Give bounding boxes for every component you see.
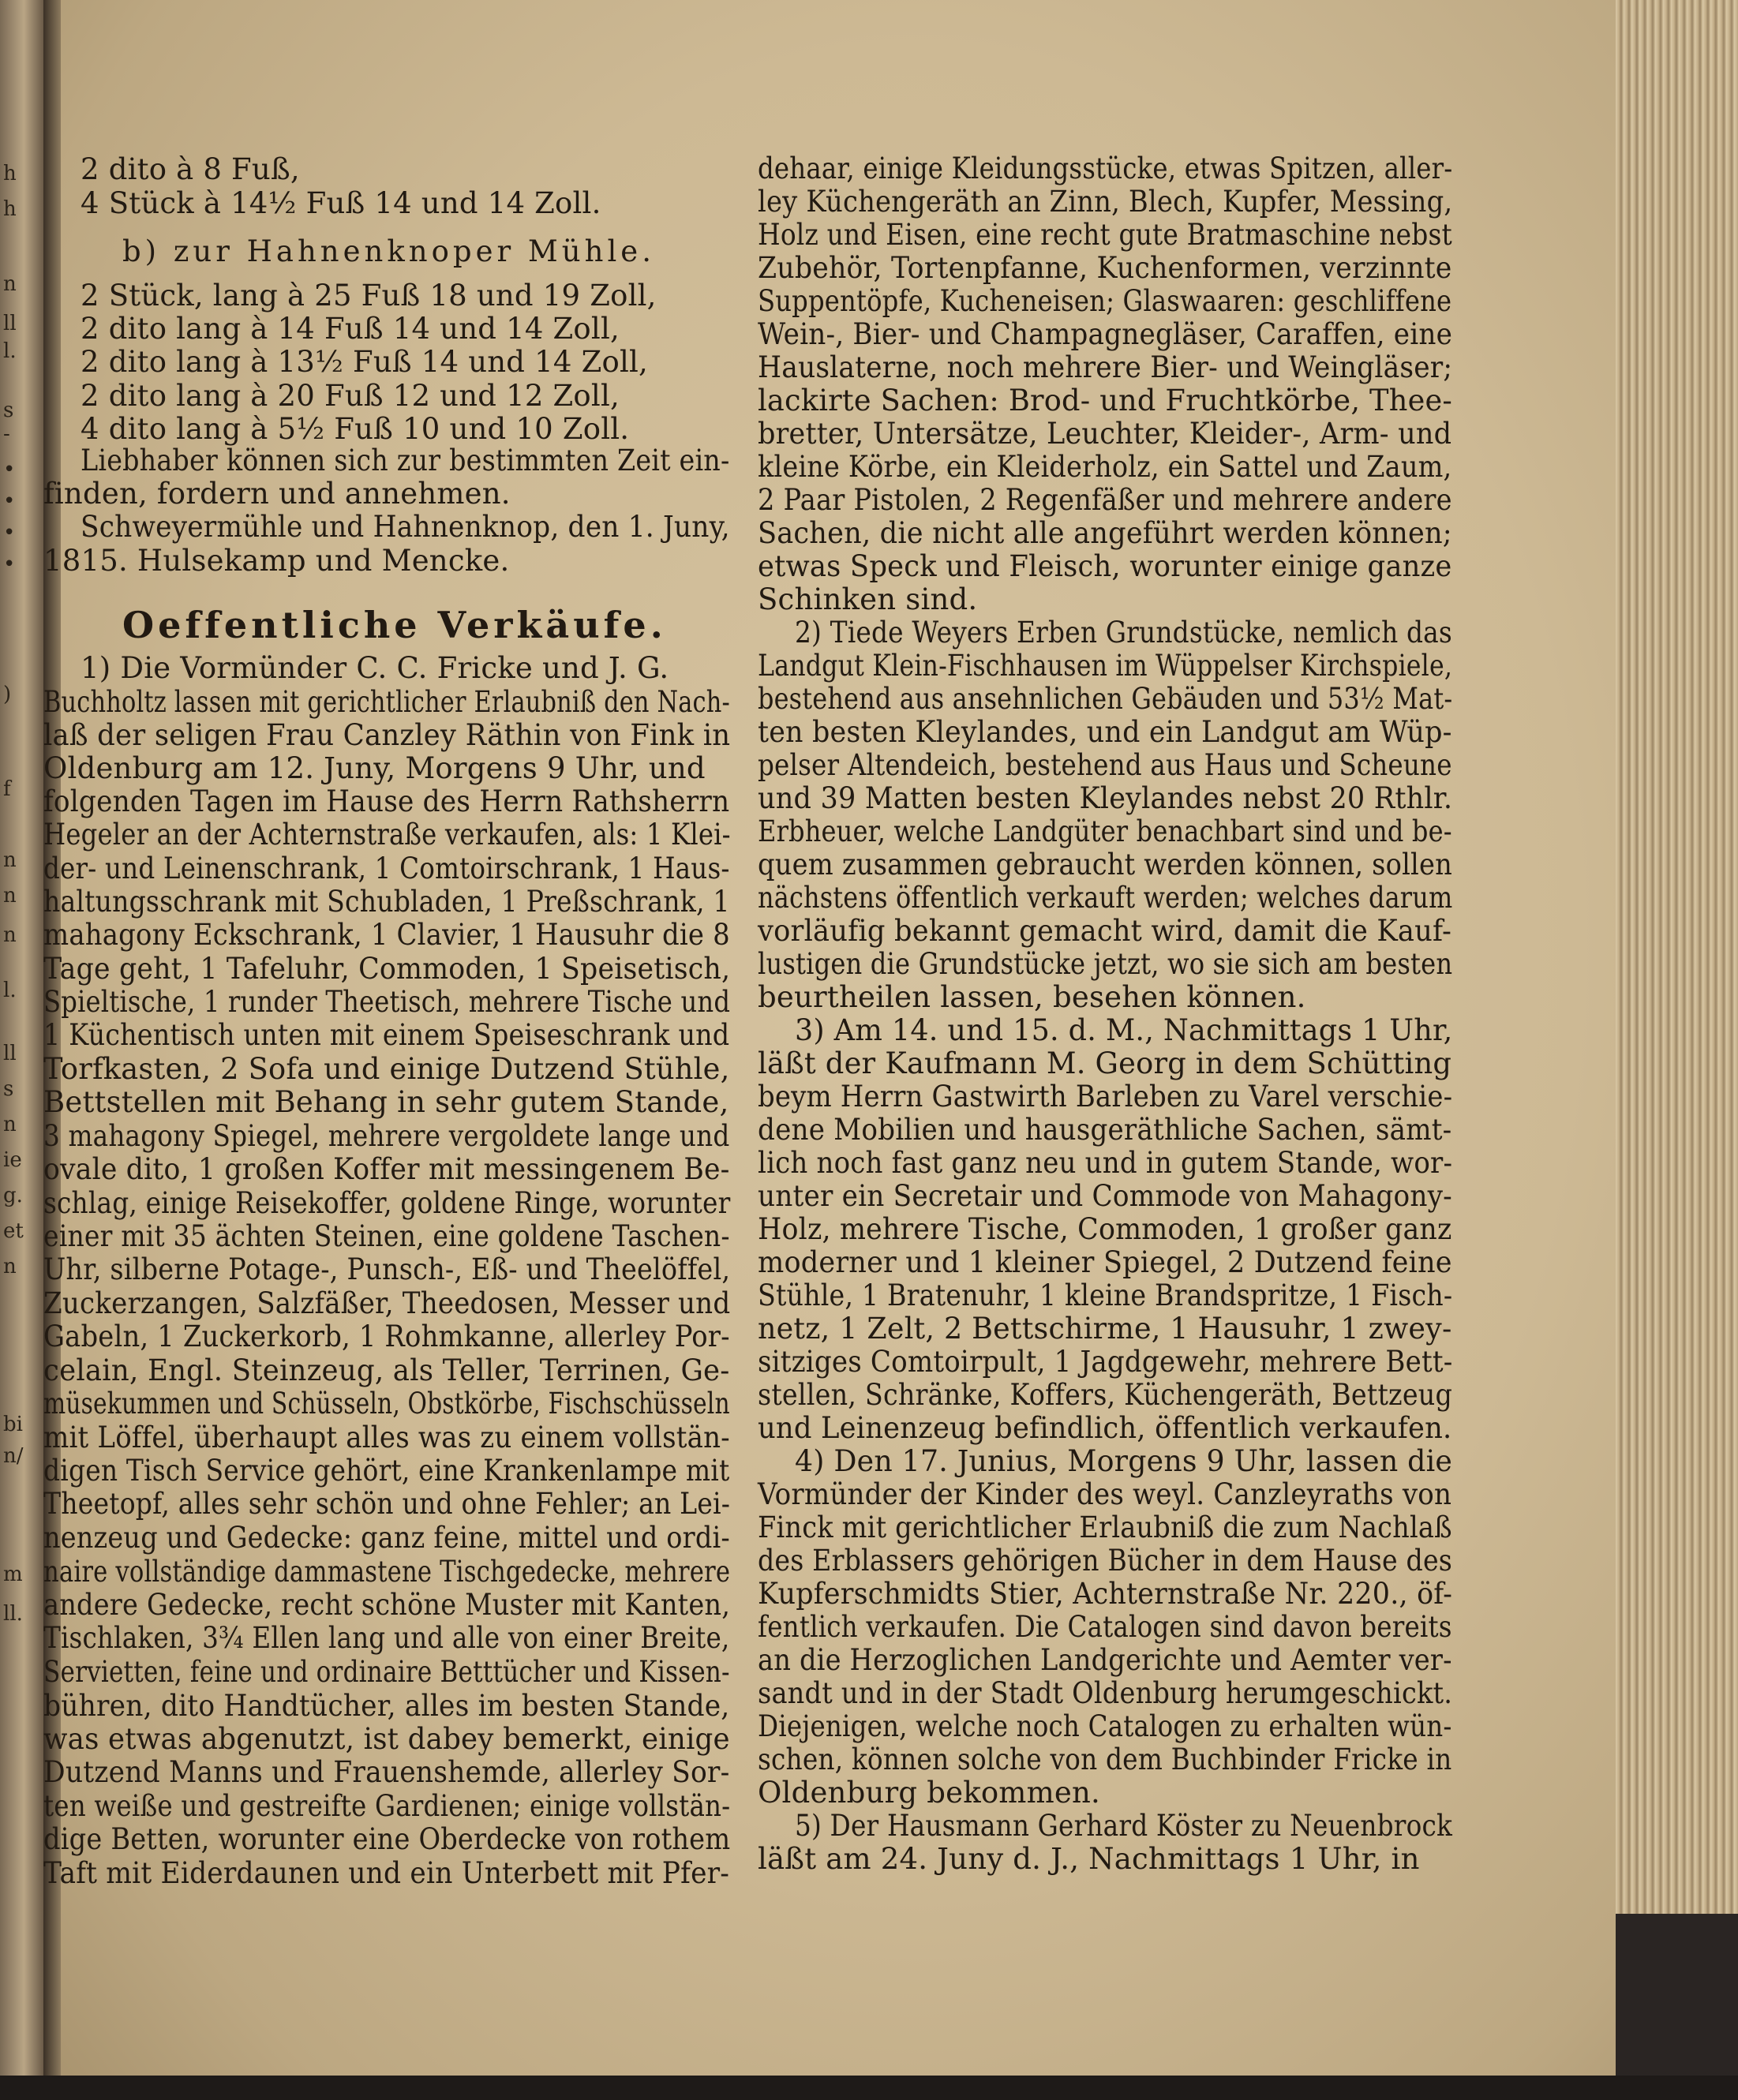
text-line: mahagony Eckschrank, 1 Clavier, 1 Hausuhr die 8 <box>43 918 730 952</box>
text-line: finden, fordern und annehmen. <box>43 477 511 511</box>
text-line: Erbheuer, welche Landgüter benachbart sind und be- <box>758 814 1452 848</box>
text-line: 3 mahagony Spiegel, mehrere vergoldete lange und <box>43 1119 730 1153</box>
text-line: 4 Stück à 14½ Fuß 14 und 14 Zoll. <box>81 186 601 220</box>
previous-page-fragment: ll <box>3 1042 17 1065</box>
previous-page-fragment: ll <box>3 312 17 335</box>
previous-page-fragment: ) <box>3 683 12 706</box>
text-line: 2 Paar Pistolen, 2 Regenfäßer und mehrere andere <box>758 483 1452 517</box>
previous-page-fragment: n <box>3 923 17 947</box>
text-line: 2 dito lang à 13½ Fuß 14 und 14 Zoll, <box>81 345 648 379</box>
text-line: quem zusammen gebraucht werden können, sollen <box>758 848 1453 882</box>
previous-page-fragment: n <box>3 1255 17 1278</box>
text-line: Zubehör, Tortenpfanne, Kuchenformen, verzinnte <box>758 251 1452 285</box>
text-line: Sachen, die nicht alle angeführt werden können; <box>758 516 1452 550</box>
background-corner <box>1616 1914 1738 2100</box>
text-line: beym Herrn Gastwirth Barleben zu Varel verschie- <box>758 1080 1453 1114</box>
previous-page-fragment: n <box>3 272 17 296</box>
text-line: Liebhaber können sich zur bestimmten Zeit ein- <box>81 444 730 477</box>
text-line: b) zur Hahnenknoper Mühle. <box>122 234 655 268</box>
text-line: stellen, Schränke, Koffers, Küchengeräth, Bettzeug <box>758 1378 1453 1412</box>
right-text-column <box>758 134 1452 1949</box>
text-line: 3) Am 14. und 15. d. M., Nachmittags 1 Uhr, <box>795 1013 1453 1047</box>
text-line: digen Tisch Service gehört, eine Krankenlampe mit <box>43 1454 730 1488</box>
text-line: nenzeug und Gedecke: ganz feine, mittel und ordi- <box>43 1521 730 1555</box>
text-line: Tage geht, 1 Tafeluhr, Commoden, 1 Speisetisch, <box>43 952 731 986</box>
text-line: dehaar, einige Kleidungsstücke, etwas Spitzen, aller- <box>758 152 1453 185</box>
text-line: 1 Küchentisch unten mit einem Speiseschrank und <box>43 1018 730 1052</box>
text-line: lustigen die Grundstücke jetzt, wo sie sich am besten <box>758 947 1453 981</box>
previous-page-fragment: f <box>3 777 11 801</box>
text-line: an die Herzoglichen Landgerichte und Aemter ver- <box>758 1643 1452 1677</box>
previous-page-fragment: bi <box>3 1413 23 1436</box>
previous-page-fragment: • <box>3 552 16 576</box>
text-line: und Leinenzeug befindlich, öffentlich verkaufen. <box>758 1411 1452 1445</box>
text-line: folgenden Tagen im Hause des Herrn Rathsherrn <box>43 784 730 818</box>
text-line: und 39 Matten besten Kleylandes nebst 20 Rthlr. <box>758 781 1453 815</box>
previous-page-fragment: ll. <box>3 1602 23 1626</box>
previous-page-fragment: • <box>3 489 16 513</box>
text-line: netz, 1 Zelt, 2 Bettschirme, 1 Hausuhr, 1 zwey- <box>758 1312 1452 1346</box>
previous-page-fragment: - <box>3 422 10 446</box>
previous-page-fragment: ie <box>3 1148 22 1172</box>
text-line: 2 dito à 8 Fuß, <box>81 152 300 186</box>
text-line: einer mit 35 ächten Steinen, eine goldene Taschen- <box>43 1219 730 1253</box>
text-line: etwas Speck und Fleisch, worunter einige ganze <box>758 549 1452 583</box>
text-line: Dutzend Manns und Frauenshemde, allerley Sor- <box>43 1755 730 1789</box>
text-line: sandt und in der Stadt Oldenburg herumgeschickt. <box>758 1676 1453 1710</box>
text-line: laß der seligen Frau Canzley Räthin von Fink in <box>43 718 731 752</box>
text-line: bühren, dito Handtücher, alles im besten Stande, <box>43 1689 730 1723</box>
text-line: Taft mit Eiderdaunen und ein Unterbett mit Pfer- <box>43 1856 730 1890</box>
previous-page-fragment: • <box>3 458 16 481</box>
previous-page-fragment: l. <box>3 979 17 1002</box>
text-line: unter ein Secretair und Commode von Mahagony- <box>758 1179 1452 1213</box>
text-line: was etwas abgenutzt, ist dabey bemerkt, einige <box>43 1722 730 1756</box>
text-line: 2 dito lang à 14 Fuß 14 und 14 Zoll, <box>81 312 620 346</box>
text-line: läßt am 24. Juny d. J., Nachmittags 1 Uhr, in <box>758 1842 1420 1876</box>
text-line: schen, können solche von dem Buchbinder Fricke in <box>758 1743 1452 1776</box>
text-line: lich noch fast ganz neu und in gutem Stande, wor- <box>758 1146 1453 1180</box>
text-line: Schweyermühle und Hahnenknop, den 1. Juny, <box>81 510 730 544</box>
text-line: bretter, Untersätze, Leuchter, Kleider-, Arm- und <box>758 417 1452 451</box>
text-line: 4 dito lang à 5½ Fuß 10 und 10 Zoll. <box>81 412 630 446</box>
text-line: Hauslaterne, noch mehrere Bier- und Weingläser; <box>758 350 1453 384</box>
text-line: sitziges Comtoirpult, 1 Jagdgewehr, mehrere Bett- <box>758 1345 1453 1379</box>
text-line: dene Mobilien und hausgeräthliche Sachen, sämt- <box>758 1113 1452 1147</box>
text-line: Theetopf, alles sehr schön und ohne Fehler; an Lei- <box>43 1487 731 1521</box>
text-line: Torfkasten, 2 Sofa und einige Dutzend Stühle, <box>43 1052 730 1086</box>
bottom-shadow <box>0 2076 1738 2100</box>
previous-page-fragment: m <box>3 1563 23 1586</box>
text-line: moderner und 1 kleiner Spiegel, 2 Dutzend feine <box>758 1245 1452 1279</box>
previous-page-fragment: • <box>3 521 16 545</box>
text-line: 1815. Hulsekamp und Mencke. <box>43 544 510 578</box>
text-line: 2) Tiede Weyers Erben Grundstücke, nemlich das <box>795 616 1452 649</box>
text-line: Oldenburg am 12. Juny, Morgens 9 Uhr, und <box>43 751 706 785</box>
text-line: 4) Den 17. Junius, Morgens 9 Uhr, lassen die <box>795 1444 1453 1478</box>
previous-page-fragment: s <box>3 1077 14 1101</box>
text-line: vorläufig bekannt gemacht wird, damit die Kauf- <box>758 914 1452 948</box>
text-line: pelser Altendeich, bestehend aus Haus und Scheune <box>758 748 1452 782</box>
text-line: fentlich verkaufen. Die Catalogen sind davon bereits <box>758 1610 1452 1644</box>
text-line: Vormünder der Kinder des weyl. Canzleyraths von <box>758 1477 1452 1511</box>
text-line: mit Löffel, überhaupt alles was zu einem vollstän- <box>43 1421 730 1454</box>
text-line: ten weiße und gestreifte Gardienen; einige vollstän- <box>43 1789 731 1823</box>
text-line: Holz, mehrere Tische, Commoden, 1 großer ganz <box>758 1212 1452 1246</box>
text-line: Gabeln, 1 Zuckerkorb, 1 Rohmkanne, allerley Por- <box>43 1320 730 1353</box>
text-line: 2 Stück, lang à 25 Fuß 18 und 19 Zoll, <box>81 279 657 313</box>
text-line: Wein-, Bier- und Champagnegläser, Caraffen, eine <box>758 317 1453 351</box>
text-line: ten besten Kleylandes, und ein Landgut am Wüp- <box>758 715 1452 749</box>
text-line: Bettstellen mit Behang in sehr gutem Stande, <box>43 1085 729 1119</box>
text-line: ley Küchengeräth an Zinn, Blech, Kupfer, Messing, <box>758 185 1453 219</box>
text-line: 5) Der Hausmann Gerhard Köster zu Neuenbrock <box>795 1809 1453 1843</box>
text-line: Servietten, feine und ordinaire Betttücher und Kissen- <box>43 1655 730 1689</box>
text-line: Buchholtz lassen mit gerichtlicher Erlaubniß den Nach- <box>43 685 730 719</box>
text-line: ovale dito, 1 großen Koffer mit messingenem Be- <box>43 1152 730 1186</box>
text-line: naire vollständige dammastene Tischgedecke, mehrere <box>43 1555 731 1589</box>
page-stack-edges <box>1616 0 1738 2100</box>
text-line: Spieltische, 1 runder Theetisch, mehrere Tische und <box>43 985 731 1019</box>
text-line: kleine Körbe, ein Kleiderholz, ein Sattel und Zaum, <box>758 450 1452 484</box>
text-line: Schinken sind. <box>758 582 978 616</box>
text-line: celain, Engl. Steinzeug, als Teller, Terrinen, Ge- <box>43 1353 730 1387</box>
text-line: Oldenburg bekommen. <box>758 1776 1100 1810</box>
previous-page-fragment: n <box>3 848 17 872</box>
text-line: der- und Leinenschrank, 1 Comtoirschrank, 1 Haus- <box>43 852 730 885</box>
text-line: 1) Die Vormünder C. C. Fricke und J. G. <box>81 651 669 685</box>
previous-page-fragment: g. <box>3 1184 23 1207</box>
section-heading: Oeffentliche Verkäufe. <box>122 604 667 646</box>
text-line: dige Betten, worunter eine Oberdecke von rothem <box>43 1822 731 1856</box>
text-line: Suppentöpfe, Kucheneisen; Glaswaaren: geschliffene <box>758 284 1452 318</box>
text-line: Diejenigen, welche noch Catalogen zu erhalten wün- <box>758 1709 1452 1743</box>
text-line: nächstens öffentlich verkauft werden; welches darum <box>758 881 1453 915</box>
previous-page-fragment: l. <box>3 339 17 363</box>
text-line: müsekummen und Schüsseln, Obstkörbe, Fischschüsseln <box>43 1387 730 1421</box>
text-line: schlag, einige Reisekoffer, goldene Ringe, worunter <box>43 1186 731 1220</box>
left-text-column <box>43 134 730 1949</box>
text-line: 2 dito lang à 20 Fuß 12 und 12 Zoll, <box>81 379 620 413</box>
text-line: Stühle, 1 Bratenuhr, 1 kleine Brandspritze, 1 Fisch- <box>758 1278 1453 1312</box>
previous-page-fragment: et <box>3 1219 24 1243</box>
text-line: lackirte Sachen: Brod- und Fruchtkörbe, Thee- <box>758 384 1453 417</box>
text-line: Uhr, silberne Potage-, Punsch-, Eß- und Theelöffel, <box>43 1252 731 1286</box>
text-line: Zuckerzangen, Salzfäßer, Theedosen, Messer und <box>43 1286 731 1320</box>
text-line: beurtheilen lassen, besehen können. <box>758 980 1306 1014</box>
previous-page-fragment: n/ <box>3 1444 24 1468</box>
text-line: andere Gedecke, recht schöne Muster mit Kanten, <box>43 1588 731 1622</box>
text-line: läßt der Kaufmann M. Georg in dem Schütting <box>758 1046 1452 1080</box>
previous-page-fragment: n <box>3 884 17 908</box>
previous-page-fragment: n <box>3 1113 17 1136</box>
previous-page-fragment: h <box>3 162 17 185</box>
previous-page-fragment: s <box>3 399 14 422</box>
previous-page-edge <box>0 0 43 2100</box>
text-line: Hegeler an der Achternstraße verkaufen, als: 1 Klei- <box>43 818 731 852</box>
text-line: Kupferschmidts Stier, Achternstraße Nr. 220., öf- <box>758 1577 1453 1611</box>
text-line: Finck mit gerichtlicher Erlaubniß die zum Nachlaß <box>758 1510 1452 1544</box>
text-line: Landgut Klein-Fischhausen im Wüppelser Kirchspiele, <box>758 649 1453 683</box>
text-line: des Erblassers gehörigen Bücher in dem Hause des <box>758 1544 1452 1578</box>
text-line: bestehend aus ansehnlichen Gebäuden und 53½ Mat- <box>758 682 1453 716</box>
text-line: Tischlaken, 3¾ Ellen lang und alle von einer Breite, <box>43 1621 730 1655</box>
previous-page-fragment: h <box>3 197 17 221</box>
text-line: Holz und Eisen, eine recht gute Bratmaschine nebst <box>758 218 1452 252</box>
text-line: haltungsschrank mit Schubladen, 1 Preßschrank, 1 <box>43 885 730 919</box>
